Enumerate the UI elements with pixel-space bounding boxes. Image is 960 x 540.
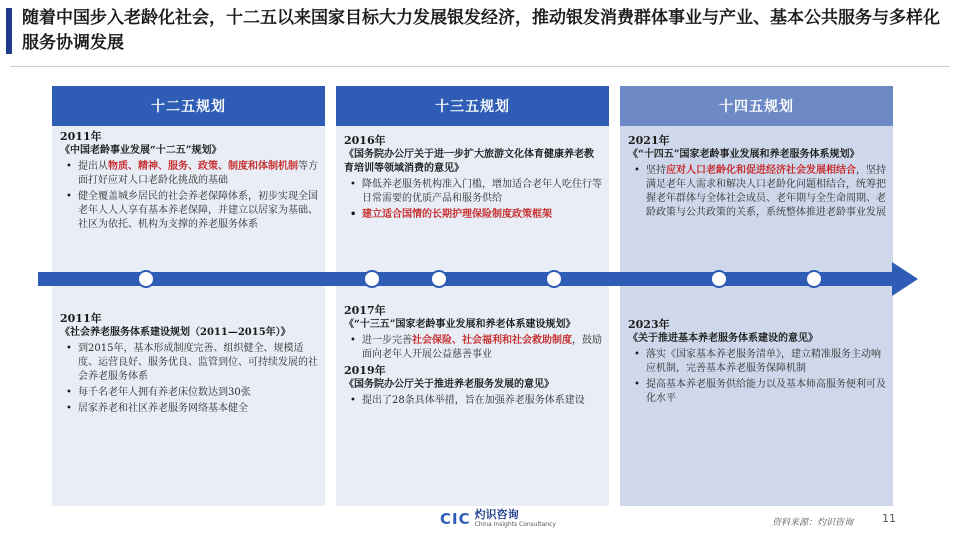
bullet-item: • 落实《国家基本养老服务清单》，建立精准服务主动响应机制，完善基本养老服务保障机制 [628,348,886,376]
policy-title: 《国务院办公厅关于推进养老服务发展的意见》 [344,379,554,390]
policy-title: 《社会养老服务体系建设规划（2011—2015年）》 [60,327,291,338]
policy-title: 《“十四五”国家老龄事业发展和养老服务体系规划》 [628,149,860,160]
highlight-text: 社会保险、社会福利和社会救助制度 [412,335,572,346]
policy-bullets [60,342,318,416]
bullet-item: • 提出了28条具体举措，旨在加强养老服务体系建设 [344,394,602,408]
policy-bullets [344,178,602,222]
timeline-dot [137,270,155,288]
slide-title: 随着中国步入老龄化社会，十二五以来国家目标大力发展银发经济，推动银发消费群体事业与产业、基本公共服务与多样化服务协调发展 [22,8,940,53]
policy-bullets [344,394,602,408]
policy-bullets [628,348,886,406]
bullet-item: • 进一步完善社会保险、社会福利和社会救助制度，鼓励面向老年人开展公益慈善事业 [344,334,602,362]
company-logo [440,509,556,528]
bullet-item: • 坚持应对人口老龄化和促进经济社会发展相结合，坚持满足老年人需求和解决人口老龄化问题相结合，统筹把握老年群体与全体社会成员、老年期与全生命周期、老龄政策与公共政策的关系，系统整体推进老龄事业发展 [628,164,886,220]
highlight-text: 物质、精神、服务、政策、制度和体制机制 [108,161,298,172]
policy-block-lower [60,312,318,418]
column-13th-plan [336,86,609,506]
policy-title: 《国务院办公厅关于进一步扩大旅游文化体育健康养老教育培训等领域消费的意见》 [344,149,594,174]
timeline-dot [805,270,823,288]
timeline-dot [430,270,448,288]
policy-bullets [344,334,602,362]
timeline-arrow-head [892,262,918,296]
policy-bullets [628,164,886,220]
bullet-item: • 提出从物质、精神、服务、政策、制度和体制机制等方面打好应对人口老龄化挑战的基础 [60,160,318,188]
logo-chinese-name: 灼识咨询 [474,508,519,521]
column-12th-plan [52,86,325,506]
timeline-bar [38,272,898,286]
policy-title: 《关于推进基本养老服务体系建设的意见》 [628,333,818,344]
policy-block-upper [344,134,602,224]
title-accent-bar [6,8,12,54]
timeline-dot [545,270,563,288]
bullet-item: • 提高基本养老服务供给能力以及基本师高服务便利可及化水平 [628,378,886,406]
policy-block-lower [628,318,886,408]
title-divider [10,66,950,67]
policy-block-upper [60,130,318,234]
bullet-item: • 降低养老服务机构准入门槛，增加适合老年人吃住行等日常需要的优质产品和服务供给 [344,178,602,206]
logo-english-name: China Insights Consultancy [474,521,556,528]
bullet-item: • 每千名老年人拥有养老床位数达到30张 [60,386,318,400]
bullet-item: • 到2015年，基本形成制度完善、组织健全、规模适度、运营良好、服务优良、监管到位、可持续发展的社会养老服务体系 [60,342,318,384]
policy-year: 2019年 [344,364,386,377]
policy-year: 2016年 [344,134,386,147]
timeline-dot [363,270,381,288]
policy-title: 《中国老龄事业发展“十二五”规划》 [60,145,222,156]
policy-year: 2011年 [60,312,102,325]
column-header: 十四五规划 [620,86,893,126]
column-14th-plan [620,86,893,506]
policy-year: 2021年 [628,134,670,147]
policy-block-upper [628,134,886,222]
bullet-item-highlighted: • 建立适合国情的长期护理保险制度政策框架 [344,208,602,222]
column-header: 十二五规划 [52,86,325,126]
policy-bullets [60,160,318,232]
policy-year: 2011年 [60,130,102,143]
column-header: 十三五规划 [336,86,609,126]
policy-title: 《“十三五”国家老龄事业发展和养老体系建设规划》 [344,319,576,330]
policy-block-lower [344,304,602,410]
source-note: 资料来源：灼识咨询 [772,518,854,528]
policy-year: 2023年 [628,318,670,331]
bullet-item: • 健全覆盖城乡居民的社会养老保障体系，初步实现全国老年人人人享有基本养老保障，并建立以居家为基础、社区为依托、机构为支撑的养老服务体系 [60,190,318,232]
timeline-dot [710,270,728,288]
policy-year: 2017年 [344,304,386,317]
bullet-item: • 居家养老和社区养老服务网络基本健全 [60,402,318,416]
page-number: 11 [882,512,896,525]
logo-mark: CIC [440,509,471,528]
highlight-text: 应对人口老龄化和促进经济社会发展相结合 [666,165,856,176]
